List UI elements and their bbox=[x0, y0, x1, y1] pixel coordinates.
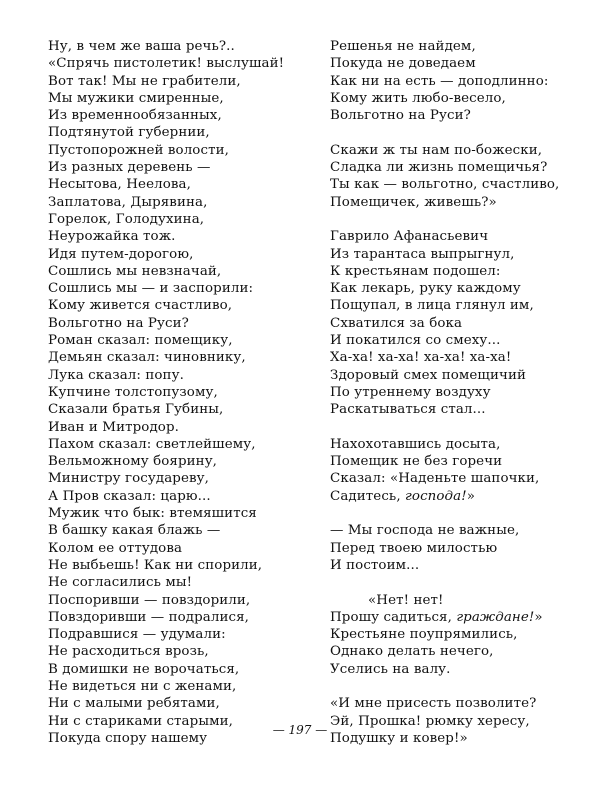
poem-line: Уселись на валу. bbox=[330, 661, 451, 677]
poem-line: И покатился со смеху... bbox=[330, 333, 501, 349]
poem-line: Ни с малыми ребятами, bbox=[48, 696, 220, 712]
poem-line: Вот так! Мы не грабители, bbox=[48, 73, 241, 89]
poem-line: Не согласились мы! bbox=[48, 575, 193, 591]
poem-line: Повздоривши — подралися, bbox=[48, 609, 250, 625]
poem-line: Ха-ха! ха-ха! ха-ха! ха-ха! bbox=[330, 350, 512, 366]
poem-line: Министру государеву, bbox=[48, 471, 209, 487]
poem-line: Перед твоею милостью bbox=[330, 540, 498, 556]
poem-line: Ты как — вольготно, счастливо, bbox=[330, 177, 560, 193]
poem-line: Сладка ли жизнь помещичья? bbox=[330, 160, 548, 176]
poem-line: Купчине толстопузому, bbox=[48, 384, 218, 400]
poem-line: Помещик не без горечи bbox=[330, 454, 503, 470]
stanza-7 bbox=[330, 695, 559, 747]
poem-line: Сказал: «Наденьте шапочки, bbox=[330, 471, 540, 487]
poem-line: Пощупал, в лица глянул им, bbox=[330, 298, 534, 314]
poem-line: Кому живется счастливо, bbox=[48, 298, 233, 314]
stanza-5 bbox=[330, 522, 559, 574]
poem-line: А Пров сказал: царю... bbox=[48, 488, 211, 504]
poem-line: Как ни на есть — доподлинно: bbox=[330, 73, 549, 89]
stanza-3 bbox=[330, 228, 559, 418]
poem-line: Горелок, Голодухина, bbox=[48, 211, 205, 227]
poem-line: Как лекарь, руку каждому bbox=[330, 281, 521, 297]
poem-line: Садитесь, господа!» bbox=[330, 488, 476, 504]
stanza-1 bbox=[330, 38, 559, 124]
poem-line: Пустопорожней волости, bbox=[48, 142, 229, 158]
poem-line: Вельможному боярину, bbox=[48, 454, 218, 470]
poem-line: По утреннему воздуху bbox=[330, 384, 491, 400]
poem-line: Из временнообязанных, bbox=[48, 108, 222, 124]
poem-line: Крестьяне поупрямились, bbox=[330, 627, 518, 643]
poem-line: Подушку и ковер!» bbox=[330, 730, 468, 746]
poem-line: Вольготно на Руси? bbox=[48, 315, 189, 331]
poem-line: Неурожайка тож. bbox=[48, 229, 176, 245]
poem-line: Эй, Прошка! рюмку хересу, bbox=[330, 713, 530, 729]
poem-line: Роман сказал: помещику, bbox=[48, 333, 233, 349]
poem-line: Однако делать нечего, bbox=[330, 644, 494, 660]
poem-line: Схватился за бока bbox=[330, 315, 463, 331]
poem-line: Иван и Митродор. bbox=[48, 419, 179, 435]
stanza-6 bbox=[330, 592, 559, 678]
poem-line: Ни с стариками старыми, bbox=[48, 713, 233, 729]
poem-line: Гаврило Афанасьевич bbox=[330, 229, 489, 245]
poem-line: Скажи ж ты нам по-божески, bbox=[330, 142, 543, 158]
poem-line: Сошлись мы невзначай, bbox=[48, 263, 222, 279]
poem-line: Не выбьешь! Как ни спорили, bbox=[48, 557, 263, 573]
poem-line: Кому жить любо-весело, bbox=[330, 90, 506, 106]
poem-line: Подравшися — удумали: bbox=[48, 627, 226, 643]
poem-line: Не видеться ни с женами, bbox=[48, 678, 237, 694]
poem-line: Нахохотавшись досыта, bbox=[330, 436, 501, 452]
poem-line: Из разных деревень — bbox=[48, 160, 211, 176]
poem-line: Покуда спору нашему bbox=[48, 730, 208, 746]
poem-line: Поспоривши — повздорили, bbox=[48, 592, 251, 608]
poem-line: Мужик что бык: втемяшится bbox=[48, 506, 257, 522]
poem-line: К крестьянам подошел: bbox=[330, 263, 501, 279]
poem-line: Помещичек, живешь?» bbox=[330, 194, 497, 210]
poem-line: Сказали братья Губины, bbox=[48, 402, 224, 418]
poem-line: Сошлись мы — и заспорили: bbox=[48, 281, 254, 297]
poem-line: «И мне присесть позволите? bbox=[330, 696, 537, 712]
poem-line: В башку какая блажь — bbox=[48, 523, 221, 539]
poem-line: «Нет! нет! bbox=[368, 592, 444, 608]
poem-line: И постоим... bbox=[330, 557, 420, 573]
poem-line: Ну, в чем же ваша речь?.. bbox=[48, 39, 235, 54]
poem-line: Демьян сказал: чиновнику, bbox=[48, 350, 246, 366]
poem-line: Несытова, Неелова, bbox=[48, 177, 191, 193]
stanza-4 bbox=[330, 436, 559, 505]
poem-line: Пахом сказал: светлейшему, bbox=[48, 436, 256, 452]
poem-line: Не расходиться врозь, bbox=[48, 644, 209, 660]
poem-line: Решенья не найдем, bbox=[330, 39, 476, 54]
poem-line: — Мы господа не важные, bbox=[330, 523, 520, 539]
poem-line: Подтянутой губернии, bbox=[48, 125, 210, 141]
poem-line: Здоровый смех помещичий bbox=[330, 367, 527, 383]
poem-line: Идя путем-дорогою, bbox=[48, 246, 194, 262]
poem-line: Заплатова, Дырявина, bbox=[48, 194, 208, 210]
left-column bbox=[48, 38, 284, 747]
poem-line: Вольготно на Руси? bbox=[330, 108, 471, 124]
poem-line: В домишки не ворочаться, bbox=[48, 661, 240, 677]
stanza-2 bbox=[330, 142, 559, 211]
poem-line: «Спрячь пистолетик! выслушай! bbox=[48, 56, 285, 72]
poem-line: Мы мужики смиренные, bbox=[48, 90, 224, 106]
poem-line: Колом ее оттудова bbox=[48, 540, 183, 556]
poem-line: Раскатываться стал... bbox=[330, 402, 486, 418]
poem-line: Прошу садиться, граждане!» bbox=[330, 609, 543, 625]
poem-line: Покуда не доведаем bbox=[330, 56, 476, 72]
poem-line: Из тарантаса выпрыгнул, bbox=[330, 246, 515, 262]
page-number: — 197 — bbox=[272, 723, 328, 737]
right-column bbox=[330, 38, 559, 747]
poem-line: Лука сказал: попу. bbox=[48, 367, 184, 383]
